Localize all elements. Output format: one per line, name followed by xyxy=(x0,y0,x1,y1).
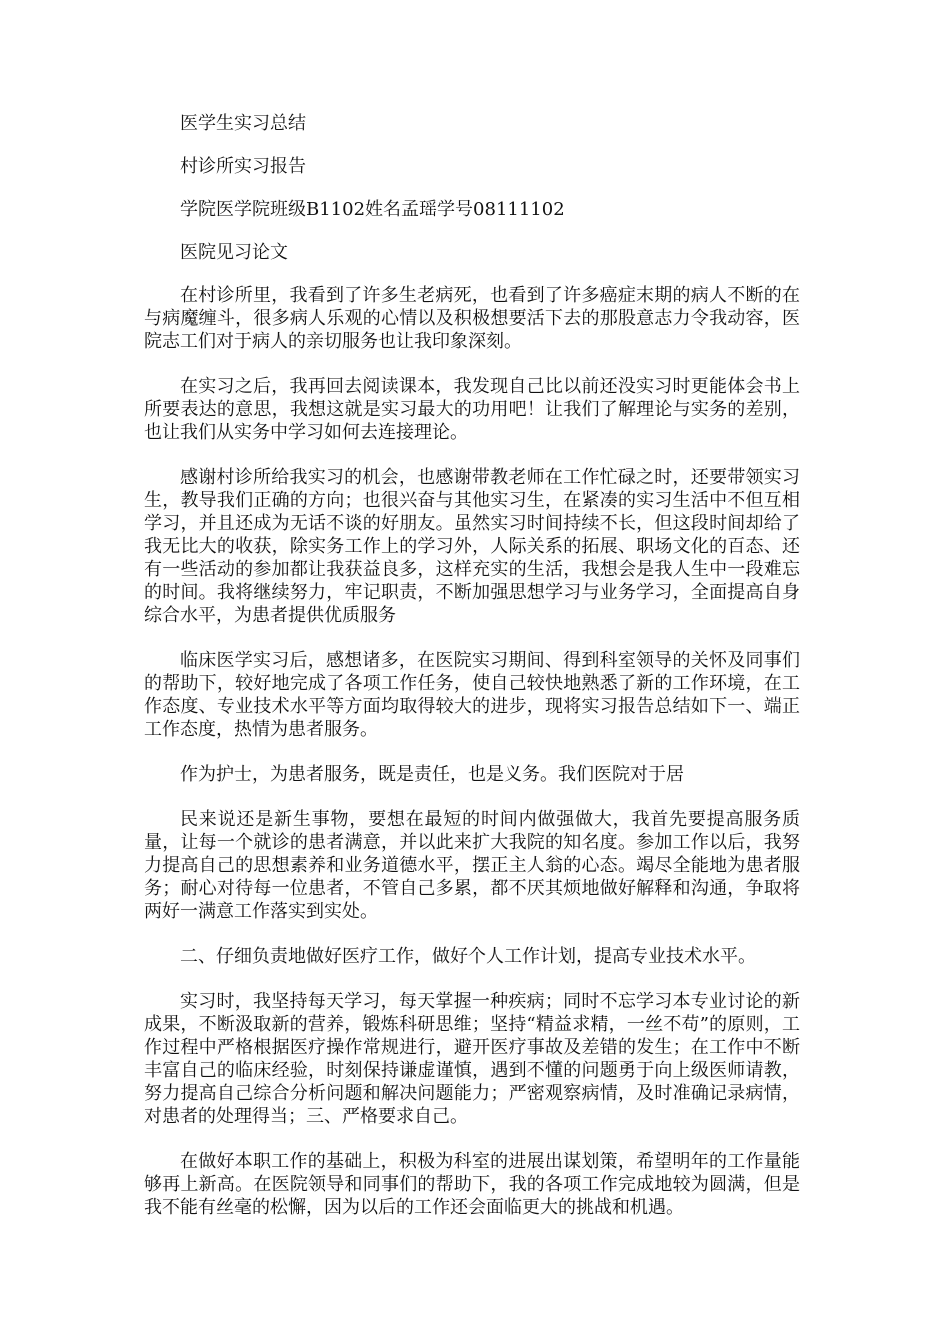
body-paragraph-7: 二、仔细负责地做好医疗工作，做好个人工作计划，提高专业技术水平。 xyxy=(180,946,756,967)
body-paragraph-8: 实习时，我坚持每天学习，每天掌握一种疾病；同时不忘学习本专业讨论的新成果，不断汲取新的营养，锻炼科研思维；坚持“精益求精，一丝不苟”的原则，工作过程中严格根据医疗操作常规进行，避开医疗事故及差错的发生；在工作中不断丰富自己的临床经验，时刻保持谦虚谨慎，遇到不懂的问题勇于向上级医师请教，努力提高自己综合分析问题和解决问题能力；严密观察病情，及时准确记录病情，对患者的处理得当；三、严格要求自己。 xyxy=(144,991,800,1127)
body-paragraph-9: 在做好本职工作的基础上，积极为科室的进展出谋划策，希望明年的工作量能够再上新高。在医院领导和同事们的帮助下，我的各项工作完成地较为圆满，但是我不能有丝毫的松懈，因为以后的工作还会面临更大的挑战和机遇。 xyxy=(144,1151,800,1218)
doc-section-title: 医院见习论文 xyxy=(180,242,288,263)
body-paragraph-5: 作为护士，为患者服务，既是责任，也是义务。我们医院对于居 xyxy=(180,764,684,785)
body-paragraph-1: 在村诊所里，我看到了许多生老病死，也看到了许多癌症末期的病人不断的在与病魔缠斗，很多病人乐观的心情以及积极想要活下去的那股意志力令我动容，医院志工们对于病人的亲切服务也让我印象深刻。 xyxy=(144,285,800,352)
body-paragraph-2: 在实习之后，我再回去阅读课本，我发现自己比以前还没实习时更能体会书上所要表达的意思，我想这就是实习最大的功用吧！让我们了解理论与实务的差别，也让我们从实务中学习如何去连接理论。 xyxy=(144,376,800,443)
doc-subtitle: 村诊所实习报告 xyxy=(180,156,306,177)
body-paragraph-3: 感谢村诊所给我实习的机会，也感谢带教老师在工作忙碌之时，还要带领实习生，教导我们正确的方向；也很兴奋与其他实习生，在紧凑的实习生活中不但互相学习，并且还成为无话不谈的好朋友。虽然实习时间持续不长，但这段时间却给了我无比大的收获，除实务工作上的学习外，人际关系的拓展、职场文化的百态、还有一些活动的参加都让我获益良多，这样充实的生活，我想会是我人生中一段难忘的时间。我将继续努力，牢记职责，不断加强思想学习与业务学习，全面提高自身综合水平，为患者提供优质服务 xyxy=(144,467,800,626)
body-paragraph-6: 民来说还是新生事物，要想在最短的时间内做强做大，我首先要提高服务质量，让每一个就诊的患者满意，并以此来扩大我院的知名度。参加工作以后，我努力提高自己的思想素养和业务道德水平，摆正主人翁的心态。竭尽全能地为患者服务；耐心对待每一位患者，不管自己多累，都不厌其烦地做好解释和沟通，争取将两好一满意工作落实到实处。 xyxy=(144,809,800,922)
body-paragraph-4: 临床医学实习后，感想诸多，在医院实习期间、得到科室领导的关怀及同事们的帮助下，较好地完成了各项工作任务，使自己较快地熟悉了新的工作环境，在工作态度、专业技术水平等方面均取得较大的进步，现将实习报告总结如下一、端正工作态度，热情为患者服务。 xyxy=(144,650,800,740)
student-info: 学院医学院班级B1102姓名孟瑶学号08111102 xyxy=(180,199,565,220)
doc-title: 医学生实习总结 xyxy=(180,113,306,134)
